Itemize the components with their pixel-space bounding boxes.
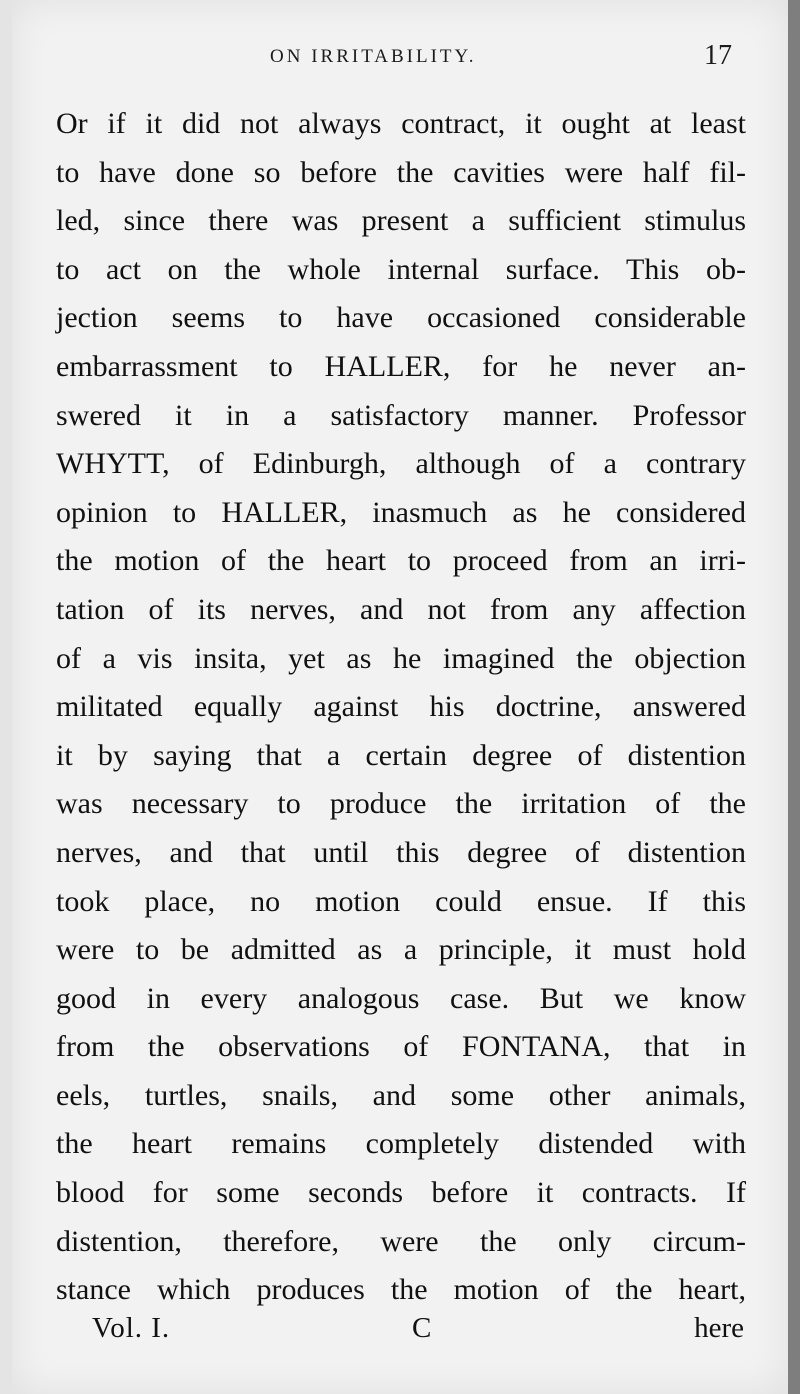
text-line: embarrassment to HALLER, for he never an- — [56, 349, 746, 383]
text-line: to have done so before the cavities were half fil- — [56, 155, 746, 189]
body-text — [56, 100, 746, 1315]
signature-mark: C — [412, 1312, 432, 1344]
text-line: led, since there was present a sufficient stimulus — [56, 204, 746, 238]
text-line: of a vis insita, yet as he imagined the objection — [56, 641, 746, 675]
text-line: WHYTT, of Edinburgh, although of a contrary — [56, 447, 746, 481]
signature-volume: Vol. I. — [92, 1312, 171, 1344]
page-number: 17 — [704, 40, 732, 71]
text-line: took place, no motion could ensue. If this — [56, 884, 746, 918]
text-line: were to be admitted as a principle, it must hold — [56, 933, 746, 967]
text-line: blood for some seconds before it contracts. If — [56, 1176, 746, 1210]
text-line: distention, therefore, were the only circum- — [56, 1224, 746, 1258]
page-footer — [56, 1312, 746, 1352]
text-line: was necessary to produce the irritation of the — [56, 787, 746, 821]
text-line: jection seems to have occasioned considerable — [56, 301, 746, 335]
text-line: opinion to HALLER, inasmuch as he considered — [56, 495, 746, 529]
text-line: stance which produces the motion of the heart, — [56, 1273, 746, 1307]
text-line: it by saying that a certain degree of distention — [56, 738, 746, 772]
catchword: here — [694, 1312, 744, 1344]
text-line: militated equally against his doctrine, answered — [56, 690, 746, 724]
text-line: the motion of the heart to proceed from an irri- — [56, 544, 746, 578]
text-line: the heart remains completely distended with — [56, 1127, 746, 1161]
text-line: swered it in a satisfactory manner. Professor — [56, 398, 746, 432]
text-line: from the observations of FONTANA, that in — [56, 1030, 746, 1064]
text-line: nerves, and that until this degree of distention — [56, 835, 746, 869]
text-line: good in every analogous case. But we know — [56, 981, 746, 1015]
text-line: to act on the whole internal surface. This ob- — [56, 252, 746, 286]
running-head: ON IRRITABILITY. — [270, 46, 477, 67]
text-line: Or if it did not always contract, it ought at least — [56, 107, 746, 140]
page-edge-shadow — [788, 0, 800, 1394]
text-line: tation of its nerves, and not from any affection — [56, 592, 746, 626]
text-line: eels, turtles, snails, and some other animals, — [56, 1078, 746, 1112]
